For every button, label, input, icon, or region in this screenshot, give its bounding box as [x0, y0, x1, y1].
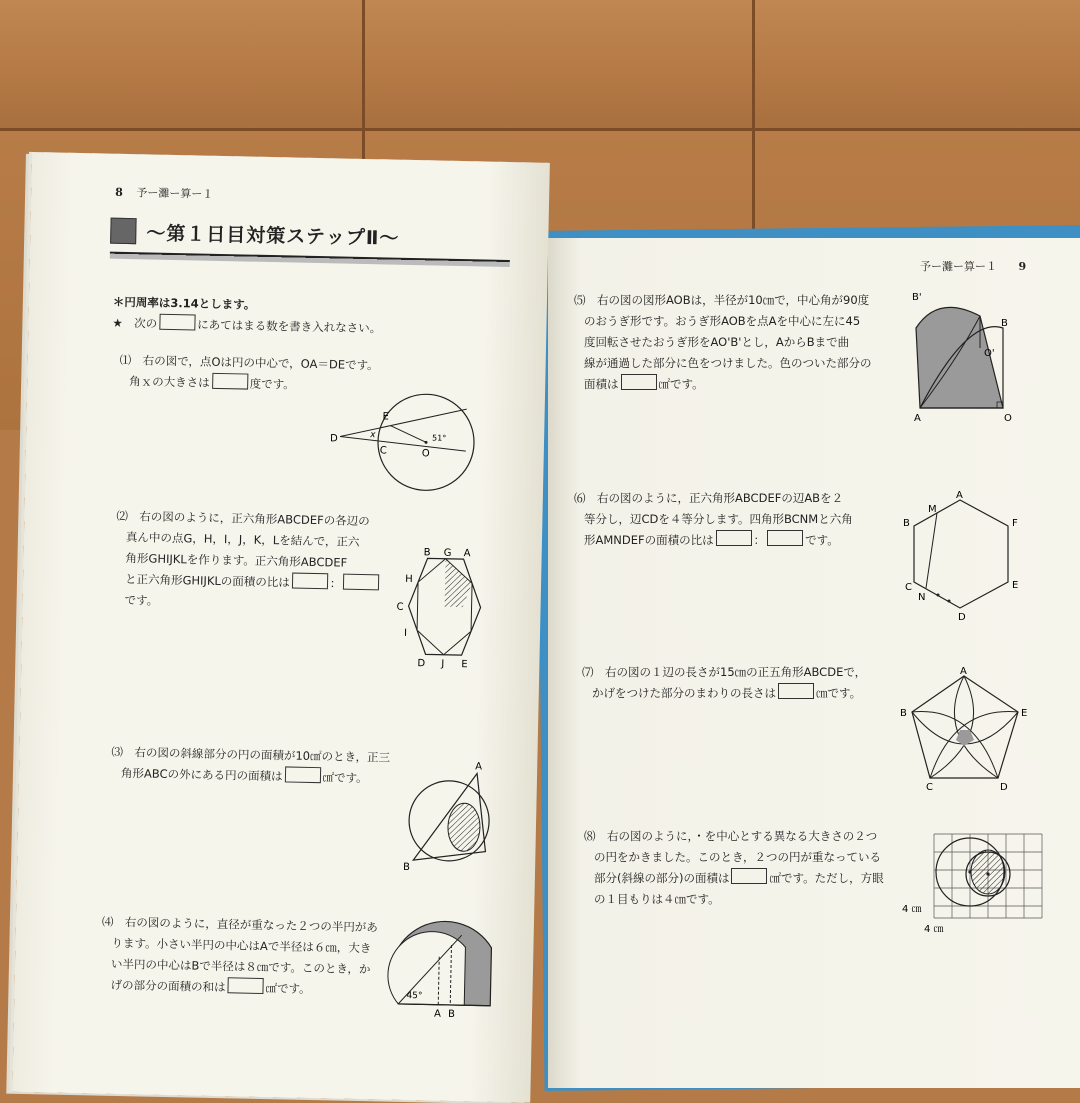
problem-text: 線が通過した部分に色をつけました。色のついた部分の	[584, 356, 872, 370]
answer-box[interactable]	[716, 530, 752, 546]
figure-8-label: 4 ㎝	[924, 924, 944, 935]
figure-6-label: E	[1012, 580, 1019, 591]
answer-box[interactable]	[767, 530, 803, 546]
figure-7-label: D	[1000, 782, 1008, 793]
problem-text: ㎠です。	[265, 981, 311, 997]
figure-7-label: A	[960, 666, 967, 677]
figure-4-label: A	[433, 1008, 441, 1020]
figure-5-label: B	[1001, 318, 1008, 329]
wood-plank-top	[0, 0, 1080, 130]
problem-5	[574, 290, 904, 395]
answer-box[interactable]	[292, 573, 328, 590]
right-page	[548, 238, 1080, 1088]
pi-note: ＊円周率は3.14とします。	[112, 294, 256, 312]
banner-square-icon	[110, 218, 137, 245]
figure-5-label: B'	[912, 292, 922, 303]
figure-1-label: O	[421, 448, 430, 460]
figure-6-label: N	[918, 592, 926, 603]
wood-seam	[362, 0, 365, 130]
banner-title: ～第１日目対策ステップⅡ～	[146, 222, 400, 250]
problem-2	[114, 506, 436, 618]
figure-6-label: F	[1012, 518, 1018, 529]
problem-text: 右の図の１辺の長さが15㎝の正五角形ABCDEで，	[605, 665, 867, 679]
problem-8	[584, 826, 914, 910]
problem-text: げの部分の面積の和は	[110, 977, 226, 995]
problem-text: 度回転させたおうぎ形をAO'B'とし，AからBまで曲	[584, 335, 850, 349]
figure-2-hatched-region	[445, 559, 473, 608]
problem-number: ⑻	[584, 829, 596, 843]
figure-6-label: M	[928, 504, 937, 515]
figure-8	[902, 832, 1048, 942]
problem-number: ⑶	[111, 744, 124, 760]
answer-box[interactable]	[778, 683, 814, 699]
answer-box[interactable]	[212, 373, 248, 390]
figure-7-label: C	[926, 782, 933, 793]
figure-7-pentagon	[912, 676, 1018, 778]
problem-text: 形AMNDEFの面積の比は	[584, 533, 714, 547]
problem-text: い半円の中心はBで半径は８㎝です。このとき，か	[110, 956, 371, 977]
figure-1-line	[340, 437, 466, 452]
figure-2-label: I	[403, 627, 408, 639]
answer-box[interactable]	[621, 374, 657, 390]
figure-6-hexagon	[914, 500, 1008, 608]
figure-1-center-dot	[424, 441, 427, 444]
instruction-text: にあてはまる数を書き入れなさい。	[197, 317, 382, 336]
figure-3-label: A	[475, 761, 483, 773]
problem-4	[100, 912, 422, 1003]
answer-box[interactable]	[284, 766, 320, 783]
problem-text: ㎠です。ただし，方眼	[769, 871, 884, 885]
problem-text: の１目もりは４㎝です。	[594, 892, 720, 906]
figure-8-center-dot	[968, 870, 971, 873]
figure-5-label: O	[1004, 413, 1012, 424]
problem-text: ㎝です。	[816, 686, 862, 700]
figure-1-label: C	[379, 445, 387, 457]
page-header	[115, 184, 213, 202]
figure-3-label: B	[402, 861, 411, 874]
problem-text: です。	[805, 533, 839, 547]
problem-text: ：	[753, 533, 766, 547]
problem-text: ㎠です。	[322, 770, 368, 786]
figure-8-label: 4 ㎝	[902, 904, 922, 915]
figure-2-label: D	[417, 658, 426, 670]
problem-1	[119, 350, 440, 399]
figure-5-label: A	[914, 413, 921, 424]
figure-1-label: D	[329, 433, 338, 445]
figure-4-label: B	[447, 1008, 456, 1021]
problem-number: ⑵	[116, 508, 129, 524]
figure-2-label: C	[396, 601, 404, 613]
page-number: 8	[115, 185, 123, 199]
figure-3-hatched-circle	[447, 803, 480, 852]
header-title: 予ー灘ー算ー１	[920, 260, 997, 273]
problem-number: ⑸	[574, 293, 586, 307]
figure-1-label: x	[370, 430, 376, 441]
answer-box[interactable]	[343, 574, 379, 591]
instructions	[112, 292, 493, 342]
problem-text: 右の図のように，正六角形ABCDEFの辺ABを２	[597, 491, 844, 505]
problem-text: ります。小さい半円の中心はAで半径は６㎝，大き	[111, 935, 372, 956]
problem-7	[582, 662, 902, 704]
problem-number: ⑹	[574, 491, 586, 505]
figure-8-center-dot	[986, 872, 989, 875]
problem-text: 右の図のように，・を中心とする異なる大きさの２つ	[607, 829, 878, 843]
figure-4-small-semicircle	[387, 931, 465, 1006]
wood-seam	[752, 0, 755, 240]
problem-text: です。	[124, 593, 159, 608]
figure-8-hatched-region	[971, 850, 1005, 894]
figure-6-dot	[948, 600, 951, 603]
figure-6-label: B	[903, 518, 910, 529]
figure-6-segment-mn	[926, 513, 937, 588]
figure-7-label: B	[900, 708, 907, 719]
figure-7	[900, 666, 1034, 793]
problem-text: のおうぎ形です。おうぎ形AOBを点Aを中心に左に45	[584, 314, 861, 328]
banner-rule	[110, 252, 510, 267]
left-page	[12, 152, 550, 1103]
problem-text: 部分(斜線の部分)の面積は	[594, 871, 730, 885]
figure-6-label: A	[956, 490, 963, 501]
page-number: 9	[1018, 260, 1027, 273]
instruction-text: ★ 次の	[112, 315, 158, 331]
problem-text: 度です。	[249, 376, 295, 392]
section-banner	[110, 214, 511, 278]
figure-1-label: E	[382, 411, 389, 423]
figure-1-label: 51°	[432, 433, 447, 443]
problem-text: かげをつけた部分のまわりの長さは	[592, 686, 776, 700]
figure-1-line	[340, 407, 467, 443]
figure-1	[329, 394, 465, 507]
problem-text: 右の図の斜線部分の円の面積が10㎠のとき，正三	[134, 745, 391, 765]
figure-6-label: D	[958, 612, 966, 623]
problem-text: 角形GHIJKLを作ります。正六角形ABCDEF	[125, 551, 348, 570]
problem-3	[111, 742, 432, 791]
problem-text: 右の図で，点Oは円の中心で，OA＝DEです。	[142, 353, 379, 373]
problem-text: と正六角形GHIJKLの面積の比は	[124, 572, 290, 590]
figure-2-label: G	[443, 547, 452, 559]
figure-6-dot	[937, 594, 940, 597]
figure-4-label: 45°	[406, 991, 423, 1002]
figure-5	[898, 288, 1018, 423]
problem-text: の円をかきました。このとき，２つの円が重なっている	[594, 850, 882, 864]
problem-6	[574, 488, 904, 551]
header-title: 予ー灘ー算ー１	[136, 186, 214, 201]
figure-1-segment	[390, 426, 426, 443]
problem-number: ⑴	[119, 352, 132, 368]
figure-6	[898, 490, 1028, 622]
figure-2-label: A	[463, 548, 471, 560]
problem-text: 右の図のように，直径が重なった２つの半円があ	[124, 915, 378, 935]
answer-box[interactable]	[227, 977, 263, 994]
problem-text: ：	[329, 576, 342, 591]
wood-seam	[0, 128, 1080, 131]
problem-number: ⑺	[582, 665, 594, 679]
problem-text: 右の図のように，正六角形ABCDEFの各辺の	[139, 509, 370, 529]
figure-2-label: E	[461, 659, 468, 671]
page-header	[920, 258, 1036, 274]
problem-text: 等分し，辺CDを４等分します。四角形BCNMと六角	[584, 512, 853, 526]
problem-text: 面積は	[584, 377, 619, 391]
problem-text: ㎠です。	[658, 377, 704, 391]
problem-text: 右の図の図形AOBは，半径が10㎝で，中心角が90度	[597, 293, 870, 307]
problem-number: ⑷	[101, 914, 114, 929]
figure-2-label: J	[441, 658, 445, 670]
figure-2-label: H	[405, 573, 413, 586]
figure-5-label: O'	[984, 348, 995, 359]
figure-2	[396, 546, 493, 671]
figure-6-label: C	[905, 582, 912, 593]
figure-3	[403, 754, 495, 876]
figure-4	[394, 926, 496, 1021]
problem-text: 角ｘの大きさは	[129, 374, 210, 390]
answer-box[interactable]	[731, 868, 767, 884]
blank-box-example	[159, 314, 195, 331]
problem-text: 角形ABCの外にある円の面積は	[120, 766, 283, 784]
figure-2-label: B	[423, 547, 431, 559]
figure-7-label: E	[1021, 708, 1028, 719]
problem-text: 真ん中の点G，H，I，J，K，Lを結んで，正六	[125, 530, 360, 549]
